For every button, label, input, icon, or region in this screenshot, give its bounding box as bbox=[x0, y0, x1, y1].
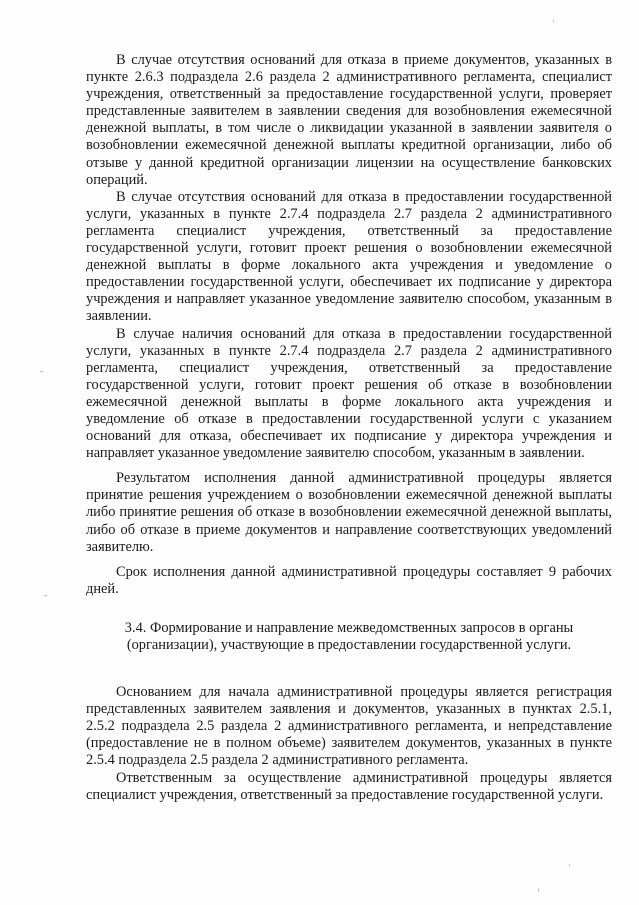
section-title: 3.4. Формирование и направление межведомственных запросов в органы (организации), участвующие в предоставлении государственной услуги. bbox=[124, 619, 574, 653]
paragraph-1: В случае отсутствия оснований для отказа в приеме документов, указанных в пункте 2.6.3 подраздела 2.6 раздела 2 административного регламента, специалист учреждения, ответственный за предоставление государственной услуги, проверяет представленные заявителем в заявлении сведения для возобновления ежемесячной денежной выплаты, в том числе о ликвидации указанной в заявлении заявителя о возобновлении ежемесячной денежной выплаты кредитной организации, либо об отзыве у данной кредитной организации лицензии на осуществление банковских операций. bbox=[86, 52, 612, 188]
scan-speck: ᵢ bbox=[538, 885, 540, 895]
paragraph-2: В случае отсутствия оснований для отказа в предоставлении государственной услуги, указанных в пункте 2.7.4 подраздела 2.7 раздела 2 административного регламента специалист учреждения, ответственный за предоставление государственной услуги, готовит проект решения о возобновлении ежемесячной денежной выплаты в форме локального акта учреждения и уведомление о предоставлении государственной услуги, обеспечивает их подписание у директора учреждения и направляет указанное уведомление заявителю способом, указанным в заявлении. bbox=[86, 188, 612, 325]
paragraph-7: Ответственным за осуществление административной процедуры является специалист учреждения, ответственный за предоставление государственной услуги. bbox=[86, 769, 612, 803]
scan-speck: · bbox=[568, 861, 571, 871]
scan-speck: - bbox=[40, 367, 44, 377]
paragraph-4: Результатом исполнения данной административной процедуры является принятие решения учреждением о возобновлении ежемесячной денежной выплаты либо принятие решения об отказе в возобновлении ежемесячной денежной выплаты, либо об отказе в приеме документов и направление соответствующих уведомлений заявителю. bbox=[86, 470, 612, 555]
scan-speck: · bbox=[552, 17, 555, 27]
paragraph-5: Срок исполнения данной административной процедуры составляет 9 рабочих дней. bbox=[86, 563, 612, 597]
document-page bbox=[86, 52, 612, 804]
paragraph-6: Основанием для начала административной процедуры является регистрация представленных заявителем заявления и документов, указанных в пунктах 2.5.1, 2.5.2 подраздела 2.5 раздела 2 административного регламента, и непредставление (предоставление не в полном объеме) заявителем документов, указанных в пункте 2.5.4 подраздела 2.5 раздела 2 административного регламента. bbox=[86, 684, 612, 769]
paragraph-3: В случае наличия оснований для отказа в предоставлении государственной услуги, указанных в пункте 2.7.4 подраздела 2.7 раздела 2 административного регламента, специалист учреждения, ответственный за предоставление государственной услуги, готовит проект решения об отказе в возобновлении ежемесячной денежной выплаты в форме локального акта учреждения и уведомление об отказе в предоставлении государственной услуги с указанием оснований для отказа, обеспечивает их подписание у директора учреждения и направляет указанное уведомление заявителю способом, указанным в заявлении. bbox=[86, 325, 612, 462]
scan-speck: - bbox=[44, 591, 48, 601]
